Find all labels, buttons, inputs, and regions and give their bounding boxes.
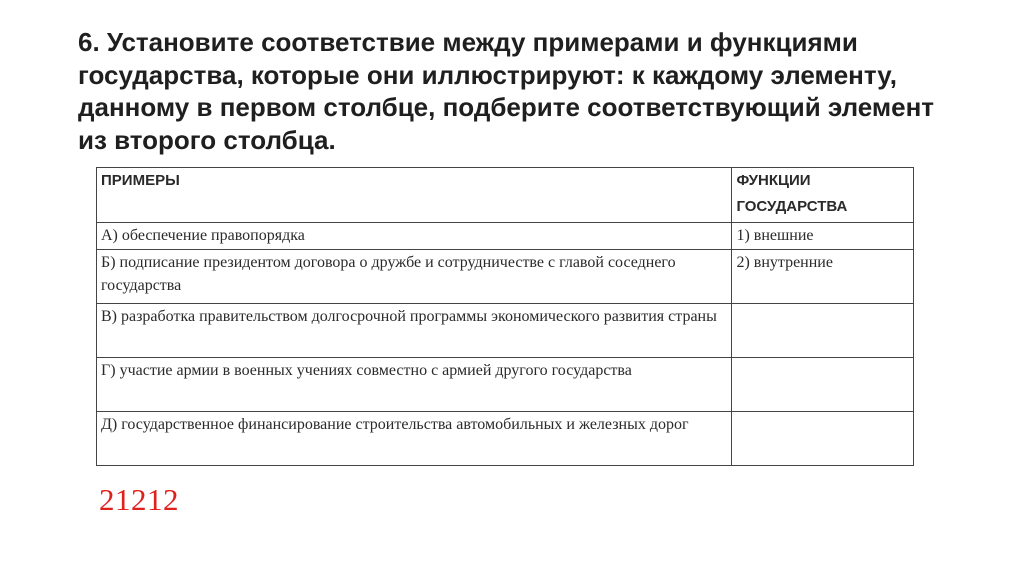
matching-table <box>96 167 914 466</box>
question-text: 6. Установите соответствие между примерами и функциями государства, которые они иллюстрируют: к каждому элементу, данному в первом столбце, подберите соответствующий элемент из второго столбца. <box>78 27 935 155</box>
table-row <box>97 412 914 466</box>
table-row <box>97 304 914 358</box>
function-cell <box>732 304 914 358</box>
table-row <box>97 223 914 250</box>
table-row <box>97 358 914 412</box>
example-cell: Д) государственное финансирование строительства автомобильных и железных дорог <box>97 412 732 466</box>
header-examples: ПРИМЕРЫ <box>97 168 732 223</box>
example-cell: В) разработка правительством долгосрочной программы экономического развития страны <box>97 304 732 358</box>
function-cell <box>732 412 914 466</box>
table-row <box>97 250 914 304</box>
example-cell: Г) участие армии в военных учениях совместно с армией другого государства <box>97 358 732 412</box>
answer-text: 21212 <box>99 482 179 517</box>
example-cell: А) обеспечение правопорядка <box>97 223 732 250</box>
example-cell: Б) подписание президентом договора о дружбе и сотрудничестве с главой соседнего государства <box>97 250 732 304</box>
function-cell: 2) внутренние <box>732 250 914 304</box>
function-cell: 1) внешние <box>732 223 914 250</box>
function-cell <box>732 358 914 412</box>
table-header-row <box>97 168 914 223</box>
header-functions: ФУНКЦИИ ГОСУДАРСТВА <box>732 168 914 223</box>
